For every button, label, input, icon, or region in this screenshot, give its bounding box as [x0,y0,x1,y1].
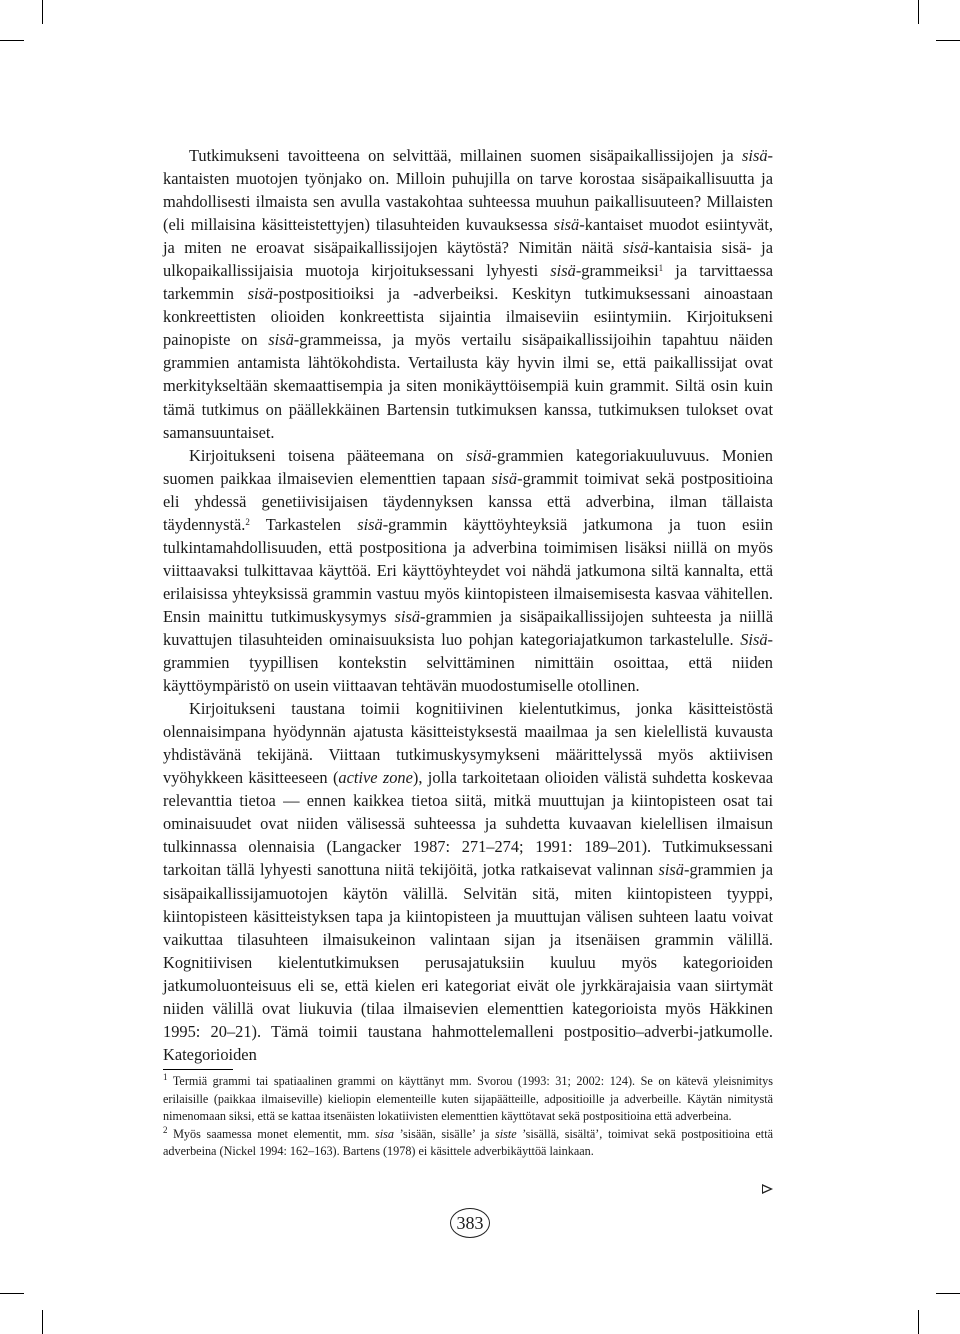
text-run: -grammien ja sisäpaikallissijamuotojen käytön välillä. Selvitän sitä, miten kiintopisteen tyyppi, kiintopisteen käsitteistyksen tapa ja kiintopisteen ja muuttujan välisen suhteen laatu voivat vaikuttaa tilasuhteen ilmaisukeinon valintaan sijan ja itsenäisen grammin välillä. Kognitiivisen kielentutkimuksen perusajatuksiin kuuluu myös kategorioiden jatkumoluonteisuus eli se, että kielen eri kategoriat eivät ole jyrkkärajaisia vaan siirtymät niiden välillä ovat liukuvia (tilaa ilmaisevien elementtien kategorioista myös Häkkinen 1995: 20–21). Tämä toimii taustana hahmottelemalleni postpositio–adverbi-jatkumolle. Kategorioiden [163,860,773,1064]
text-run: ), jolla tarkoitetaan olioiden välistä suhdetta koskevaa relevanttia tietoa — ennen kaikkea tietoa siitä, mitkä muuttujan ja kiintopisteen osat tai ominaisuudet ovat niiden välisessä suhteessa ja suhdetta kuvaavan kielellisen ilmaisun tulkinnassa olennaisia (Langacker 1987: 271–274; 1991: 189–201). Tutkimuksessani tarkoitan tällä lyhyesti sanottuna niitä tekijöitä, jotka ratkaisevat valinnan [163,768,773,880]
italic-run: sisä [491,468,518,488]
crop-mark [936,40,960,41]
paragraph-2 [163,444,773,698]
right-triangle-outline-icon [762,1184,773,1194]
text-run: ja tarvittaessa tarkemmin [163,261,773,304]
text-run: -grammien tyypillisen kontekstin selvittäminen nimittäin osoittaa, että niiden käyttöympäristö on usein viittaavan tehtävän muodostumiselle otollinen. [163,629,773,696]
italic-run: sisä [394,606,421,626]
italic-run: sisä [247,284,274,304]
footnote-separator [163,1069,233,1070]
footnote-ref: 1 [658,263,664,274]
text-run: -grammien kategoriakuuluvuus. Monien suomen paikkaa ilmaisevien elementtien tapaan [163,445,773,488]
italic-run: sisa [375,1126,395,1141]
text-run: -postpositioiksi ja -adverbeiksi. Keskityn tutkimuksessani ainoastaan konkreettisten olioiden konkreettista sijaintia ilmaiseviin esiintymiin. Kirjoitukseni painopiste on [163,284,774,350]
text-run: Kirjoitukseni toisena pääteemana on [189,445,467,465]
text-run: -kantaisia sisä- ja ulkopaikallissijaisia muotoja kirjoituksessani lyhyesti [163,238,773,281]
footnote-1 [163,1073,773,1126]
text-run: ’sisällä, sisältä’, toimivat sekä postpositioina että adverbeina (Nickel 1994: 162–163). Bartens (1978) ei käsittele adverbikäyttöä lainkaan. [163,1126,773,1159]
text-run: -grammeissa, ja myös vertailu sisäpaikallissijoihin tapahtuu näiden grammien antamista lähtökohdista. Vertailusta käy hyvin ilmi se, että paikallissijat ovat merkitykseltään skemaattisempia ja siten monikäyttöisempiä kuin grammit. Siltä osin kuin tämä tutkimus on päällekkäinen Bartensin tutkimuksen kanssa, tutkimuksen tulokset ovat samansuuntaiset. [163,330,773,442]
crop-mark [0,1293,24,1294]
italic-run: active zone [338,768,413,788]
text-run: Termiä grammi tai spatiaalinen grammi on käyttänyt mm. Svorou (1993: 31; 2002: 124). Se on kätevä yleisnimitys erilaisille (paikkaa ilmaiseville) kieliopin elementeille kuten sijapäätteille, adpositioille ja adverbeille. Käytän nimitystä nimenomaan siksi, että se kattaa itsenäisten lokatiivisten elementtien käyttötavat sekä postpositioina että adverbeina. [163,1074,773,1124]
italic-run: sisä [466,445,492,465]
body-text [163,144,773,1066]
text-run: -kantaiset muodot esiintyvät, ja miten ne eroavat sisäpaikallissijojen käytöstä? Nimitän näitä [163,215,773,258]
text-run: Kirjoitukseni taustana toimii kognitiivinen kielentutkimus, jonka käsitteistöstä olennaisimpana hyödynnän ajatusta käsitteistyksestä maailmaa ja sen kielellistä kuvausta yhdistävänä tekijänä. Viittaan tutkimuskysymykseni määrittelyssä myös aktiivisen vyöhykkeen käsitteeseen ( [163,699,773,788]
crop-mark [918,0,919,24]
italic-run: sisä [658,860,684,880]
footnotes [163,1073,773,1161]
italic-run: sisä [268,330,294,350]
text-run: -grammeiksi [575,261,659,281]
italic-run: sisä [550,261,576,281]
paragraph-3 [163,697,773,1066]
italic-run: sisä [622,238,649,258]
footnote-ref: 2 [163,1124,168,1135]
page-number: 383 [450,1208,490,1238]
crop-mark [42,1310,43,1334]
italic-run: Sisä [740,629,768,649]
text-run: Tarkastelen [249,514,358,534]
text-run: -grammit toimivat sekä postpositioina eli yhdessä genetiivisijaisen täydennyksen kanssa että adverbina, ilman tällaista täydennystä. [163,468,773,534]
text-run: -grammien ja sisäpaikallissijojen suhteesta ja niillä kuvattujen tilasuhteiden ominaisuuksista luo pohjan kategoriajatkumon tarkastelulle. [163,606,773,649]
crop-mark [936,1293,960,1294]
footnote-2 [163,1126,773,1161]
crop-mark [0,40,24,41]
italic-run: sisä [357,514,383,534]
text-run: Tutkimukseni tavoitteena on selvittää, millainen suomen sisäpaikallissijojen ja [189,146,743,165]
text-run: ’sisään, sisälle’ ja [394,1126,496,1141]
italic-run: sisä [742,146,768,165]
footnote-ref: 1 [163,1072,168,1082]
crop-mark [42,0,43,24]
footnote-ref: 2 [245,516,250,527]
crop-mark [918,1310,919,1334]
text-run: -kantaisten muotojen työnjako on. Milloin puhujilla on tarve korostaa sisäpaikallisuutta ja mahdollisesti ilmaista sen avulla vastakohtaa suhteessa muuhun paikallisuuteen? Millaisten (eli millaisina käsitteistettyjen) tilasuhteiden kuvauksessa [163,146,773,235]
italic-run: siste [495,1126,517,1141]
italic-run: sisä [553,215,580,235]
text-run: -grammin käyttöyhteyksiä jatkumona ja tuon esiin tulkintamahdollisuuden, että postpositiona ja adverbina toimimisen lisäksi niillä on myös viittaavaksi tulkittavaa käyttöä. Eri käyttöyhteydet voi nähdä jatkumona siltä kannalta, että erilaisissa yhteyksissä grammin vastuu myös kiintopisteen ilmaisemisesta kasvaa vähitellen. Ensin mainittu tutkimuskysymys [163,514,773,626]
text-run: Myös saamessa monet elementit, mm. [167,1126,376,1141]
paragraph-1 [163,144,773,444]
